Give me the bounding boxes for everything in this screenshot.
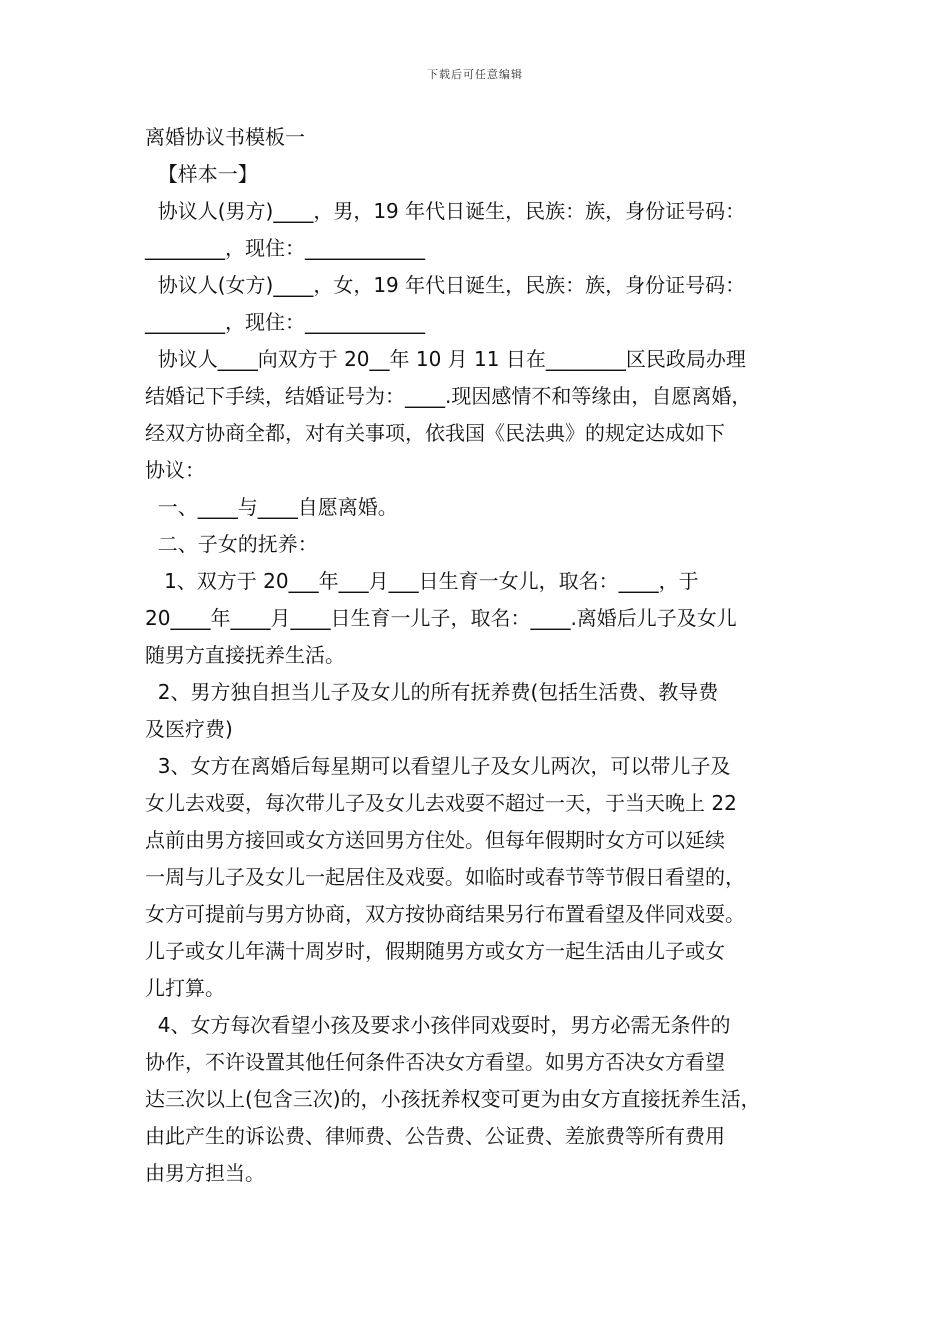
- paragraph-line: 随男方直接抚养生活。: [145, 643, 345, 667]
- paragraph-line: 协议人(女方)____，女，19 年代日诞生，民族：族，身份证号码：: [145, 273, 746, 297]
- paragraph-line: 儿子或女儿年满十周岁时，假期随男方或女方一起生活由儿子或女: [145, 939, 725, 963]
- paragraph-line: 由男方担当。: [145, 1161, 265, 1185]
- section-heading: 一、____与____自愿离婚。: [145, 495, 398, 519]
- sample-heading: 【样本一】: [145, 162, 258, 186]
- paragraph-line: 达三次以上(包含三次)的，小孩抚养权变可更为由女方直接抚养生活，: [145, 1087, 761, 1111]
- document-title: 离婚协议书模板一: [145, 125, 305, 149]
- page-header: 下载后可任意编辑: [427, 68, 523, 81]
- paragraph-line: 4、女方每次看望小孩及要求小孩伴同戏耍时，男方必需无条件的: [145, 1013, 731, 1037]
- paragraph-line: 3、女方在离婚后每星期可以看望儿子及女儿两次，可以带儿子及: [145, 754, 731, 778]
- paragraph-line: 由此产生的诉讼费、律师费、公告费、公证费、差旅费等所有费用: [145, 1124, 725, 1148]
- paragraph-line: 协议：: [145, 458, 205, 482]
- paragraph-line: 1、双方于 20___年___月___日生育一女儿，取名：____，于: [145, 569, 699, 593]
- paragraph-line: 2、男方独自担当儿子及女儿的所有抚养费(包括生活费、教导费: [145, 680, 719, 704]
- paragraph-line: 点前由男方接回或女方送回男方住处。但每年假期时女方可以延续: [145, 828, 725, 852]
- document-body: [145, 119, 825, 1192]
- section-heading: 二、子女的抚养：: [145, 532, 318, 556]
- paragraph-line: 经双方协商全都，对有关事项，依我国《民法典》的规定达成如下: [145, 421, 725, 445]
- paragraph-line: 女儿去戏耍，每次带儿子及女儿去戏耍不超过一天，于当天晚上 22: [145, 791, 737, 815]
- paragraph-line: ________，现住：____________: [145, 236, 425, 260]
- paragraph-line: 协议人____向双方于 20__年 10 月 11 日在________区民政局办理: [145, 347, 746, 371]
- paragraph-line: 协作，不许设置其他任何条件否决女方看望。如男方否决女方看望: [145, 1050, 725, 1074]
- paragraph-line: 儿打算。: [145, 976, 225, 1000]
- paragraph-line: 协议人(男方)____，男，19 年代日诞生，民族：族，身份证号码：: [145, 199, 746, 223]
- paragraph-line: 及医疗费): [145, 717, 233, 741]
- paragraph-line: 结婚记下手续，结婚证号为：____.现因感情不和等缘由，自愿离婚，: [145, 384, 752, 408]
- paragraph-line: 20____年____月____日生育一儿子，取名：____.离婚后儿子及女儿: [145, 606, 737, 630]
- paragraph-line: 女方可提前与男方协商，双方按协商结果另行布置看望及伴同戏耍。: [145, 902, 745, 926]
- paragraph-line: 一周与儿子及女儿一起居住及戏耍。如临时或春节等节假日看望的，: [145, 865, 745, 889]
- paragraph-line: ________，现住：____________: [145, 310, 425, 334]
